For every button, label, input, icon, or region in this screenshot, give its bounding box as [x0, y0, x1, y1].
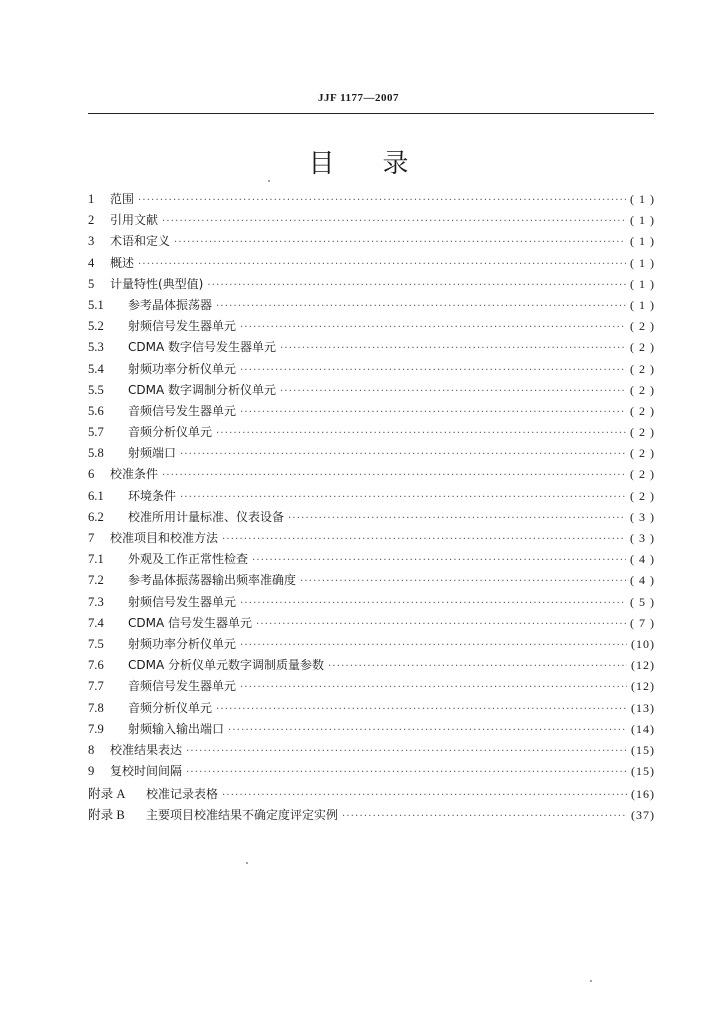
toc-entry[interactable] [88, 465, 655, 486]
toc-entry-page: ( 1 ) [630, 234, 655, 249]
toc-entry-page: (13) [631, 700, 655, 715]
toc-entry-title: 射频功率分析仪单元 [128, 361, 237, 376]
toc-entry-number: 5.4 [88, 361, 104, 376]
dot-leader [240, 322, 626, 333]
toc-entry-title: 校准条件 [110, 467, 159, 482]
toc-entry-number: 5.3 [88, 340, 104, 355]
toc-entry[interactable] [88, 317, 655, 338]
toc-entry-page: (37) [631, 808, 655, 823]
dot-leader [216, 704, 627, 715]
dot-leader [180, 492, 626, 503]
toc-entry-title: 参考晶体振荡器输出频率准确度 [128, 573, 297, 588]
toc-entry-number: 5.6 [88, 403, 104, 418]
toc-entry-title: 音频分析仪单元 [128, 425, 213, 440]
toc-entry-title: 射频功率分析仪单元 [128, 636, 237, 651]
toc-entry[interactable] [88, 402, 655, 423]
toc-entry-page: (15) [631, 742, 655, 757]
toc-entry-number: 8 [88, 742, 95, 757]
toc-entry-title: 射频信号发生器单元 [128, 319, 237, 334]
toc-entry[interactable] [88, 677, 655, 698]
toc-entry-page: (12) [631, 679, 655, 694]
dot-leader [186, 767, 627, 778]
toc-entry-title: CDMA 数字调制分析仪单元 [128, 382, 276, 397]
dot-leader [162, 216, 626, 227]
toc-entry-page: ( 4 ) [630, 552, 655, 567]
toc-entry-page: ( 1 ) [630, 255, 655, 270]
toc-entry-number: 附录 A [88, 787, 126, 802]
dot-leader [216, 301, 626, 312]
toc-entry-page: (12) [631, 658, 655, 673]
toc-entry-title: 主要项目校准结果不确定度评定实例 [146, 808, 339, 823]
title-char-2: 录 [382, 149, 409, 179]
toc-entry-page: ( 2 ) [630, 403, 655, 418]
toc-entry-number: 5.5 [88, 382, 104, 397]
dot-leader [280, 343, 626, 354]
toc-entry-title: CDMA 信号发生器单元 [128, 615, 252, 630]
toc-entry-number: 1 [88, 192, 95, 206]
toc-entry-page: ( 5 ) [630, 594, 655, 609]
toc-entry-title: CDMA 分析仪单元数字调制质量参数 [128, 658, 324, 673]
toc-entry-page: ( 2 ) [630, 467, 655, 482]
toc-entry-title: 概述 [110, 255, 135, 270]
toc-entry[interactable] [88, 783, 655, 804]
toc-entry[interactable] [88, 275, 655, 296]
toc-entry[interactable] [88, 804, 655, 825]
toc-entry-number: 2 [88, 213, 95, 228]
toc-entry-page: ( 1 ) [630, 192, 655, 206]
toc-entry[interactable] [88, 360, 655, 381]
toc-entry-page: ( 3 ) [630, 531, 655, 545]
toc-entry-page: ( 1 ) [630, 297, 655, 312]
toc-entry-title: 射频信号发生器单元 [128, 594, 237, 609]
toc-entry[interactable] [88, 614, 655, 635]
toc-entry-title: 计量特性(典型值) [110, 276, 204, 291]
toc-entry[interactable] [88, 635, 655, 656]
toc-entry-title: 音频分析仪单元 [128, 700, 213, 715]
toc-entry-title: 参考晶体振荡器 [128, 297, 213, 312]
toc-entry-number: 7.3 [88, 594, 104, 609]
toc-entry[interactable] [88, 487, 655, 508]
toc-entry-number: 5.8 [88, 446, 104, 461]
toc-entry-title: 射频端口 [128, 446, 177, 461]
toc-entry[interactable] [88, 254, 655, 275]
toc-entry-number: 5 [88, 276, 95, 291]
toc-entry-number: 5.2 [88, 319, 104, 334]
toc-entry-title: 环境条件 [128, 488, 177, 503]
header-rule [88, 113, 654, 114]
toc-entry-title: 范围 [110, 192, 135, 206]
toc-entry[interactable] [88, 593, 655, 614]
toc-entry[interactable] [88, 529, 655, 550]
toc-entry-page: (14) [631, 721, 655, 736]
toc-entry-title: 引用文献 [110, 213, 159, 228]
toc-entry-page: ( 2 ) [630, 361, 655, 376]
scan-speck [246, 862, 248, 864]
toc-entry-page: (10) [631, 636, 655, 651]
dot-leader [240, 598, 626, 609]
toc-entry[interactable] [88, 296, 655, 317]
toc-entry-title: CDMA 数字信号发生器单元 [128, 340, 276, 355]
toc-entry-page: ( 1 ) [630, 276, 655, 291]
toc-entry-number: 9 [88, 764, 95, 779]
toc-entry-number: 7.2 [88, 573, 104, 588]
toc-entry-number: 6.1 [88, 488, 104, 503]
toc-entry[interactable] [88, 550, 655, 571]
toc-entry-page: ( 2 ) [630, 446, 655, 461]
dot-leader [240, 407, 626, 418]
toc-entry-number: 3 [88, 234, 95, 249]
toc-entry-title: 射频输入输出端口 [128, 721, 225, 736]
toc-entry-number: 7.9 [88, 721, 104, 736]
document-code: JJF 1177—2007 [318, 92, 399, 104]
dot-leader [222, 790, 627, 801]
toc-entry-number: 6.2 [88, 509, 104, 524]
toc-entry-title: 校准项目和校准方法 [110, 531, 219, 545]
toc-entry-number: 7.8 [88, 700, 104, 715]
dot-leader [222, 534, 626, 545]
dot-leader [180, 449, 626, 460]
toc-entry-number: 7.6 [88, 658, 104, 673]
toc-entry[interactable] [88, 741, 655, 762]
dot-leader [162, 470, 626, 481]
toc-entry-number: 附录 B [88, 808, 125, 823]
toc-entry[interactable] [88, 656, 655, 677]
table-of-contents [88, 190, 655, 826]
dot-leader [138, 195, 626, 206]
dot-leader [174, 237, 626, 248]
toc-entry-title: 校准所用计量标准、仪表设备 [128, 509, 285, 524]
toc-entry-page: (16) [631, 787, 655, 802]
title-char-1: 目 [308, 149, 335, 179]
dot-leader [288, 513, 626, 524]
dot-leader [138, 259, 626, 270]
toc-entry-page: ( 2 ) [630, 382, 655, 397]
toc-entry-page: ( 2 ) [630, 340, 655, 355]
dot-leader [280, 386, 626, 397]
dot-leader [240, 365, 626, 376]
toc-entry[interactable] [88, 190, 655, 211]
dot-leader [328, 661, 627, 672]
toc-entry-number: 5.7 [88, 425, 104, 440]
toc-entry[interactable] [88, 699, 655, 720]
toc-entry-page: ( 3 ) [630, 509, 655, 524]
toc-entry-title: 复校时间间隔 [110, 764, 183, 779]
dot-leader [252, 555, 626, 566]
toc-entry[interactable] [88, 508, 655, 529]
dot-leader [186, 746, 627, 757]
toc-entry-page: (15) [631, 764, 655, 779]
toc-entry[interactable] [88, 232, 655, 253]
toc-entry-number: 5.1 [88, 297, 104, 312]
scan-speck [590, 980, 592, 982]
dot-leader [256, 619, 626, 630]
toc-entry[interactable] [88, 571, 655, 592]
dot-leader [216, 428, 626, 439]
toc-entry-title: 校准记录表格 [146, 787, 219, 802]
toc-entry-title: 校准结果表达 [110, 742, 183, 757]
dot-leader [228, 725, 627, 736]
toc-entry[interactable] [88, 423, 655, 444]
toc-entry-title: 音频信号发生器单元 [128, 679, 237, 694]
toc-entry[interactable] [88, 381, 655, 402]
toc-entry-number: 7.4 [88, 615, 104, 630]
toc-entry-title: 音频信号发生器单元 [128, 403, 237, 418]
dot-leader [342, 811, 627, 822]
toc-entry-page: ( 2 ) [630, 319, 655, 334]
toc-entry[interactable] [88, 338, 655, 359]
dot-leader [300, 576, 626, 587]
toc-entry[interactable] [88, 762, 655, 783]
toc-entry-page: ( 2 ) [630, 488, 655, 503]
toc-entry-number: 7 [88, 531, 95, 545]
toc-entry[interactable] [88, 444, 655, 465]
toc-entry-number: 4 [88, 255, 95, 270]
page-title [0, 143, 717, 180]
toc-entry[interactable] [88, 211, 655, 232]
scan-speck [268, 180, 270, 182]
toc-entry-page: ( 1 ) [630, 213, 655, 228]
toc-entry[interactable] [88, 720, 655, 741]
toc-entry-title: 术语和定义 [110, 234, 171, 249]
toc-entry-page: ( 2 ) [630, 425, 655, 440]
toc-entry-number: 7.7 [88, 679, 104, 694]
toc-entry-number: 7.1 [88, 552, 104, 567]
toc-entry-page: ( 4 ) [630, 573, 655, 588]
dot-leader [240, 640, 627, 651]
toc-entry-number: 7.5 [88, 636, 104, 651]
dot-leader [240, 682, 627, 693]
toc-entry-number: 6 [88, 467, 95, 482]
toc-entry-title: 外观及工作正常性检查 [128, 552, 249, 567]
toc-entry-page: ( 7 ) [630, 615, 655, 630]
dot-leader [207, 280, 626, 291]
